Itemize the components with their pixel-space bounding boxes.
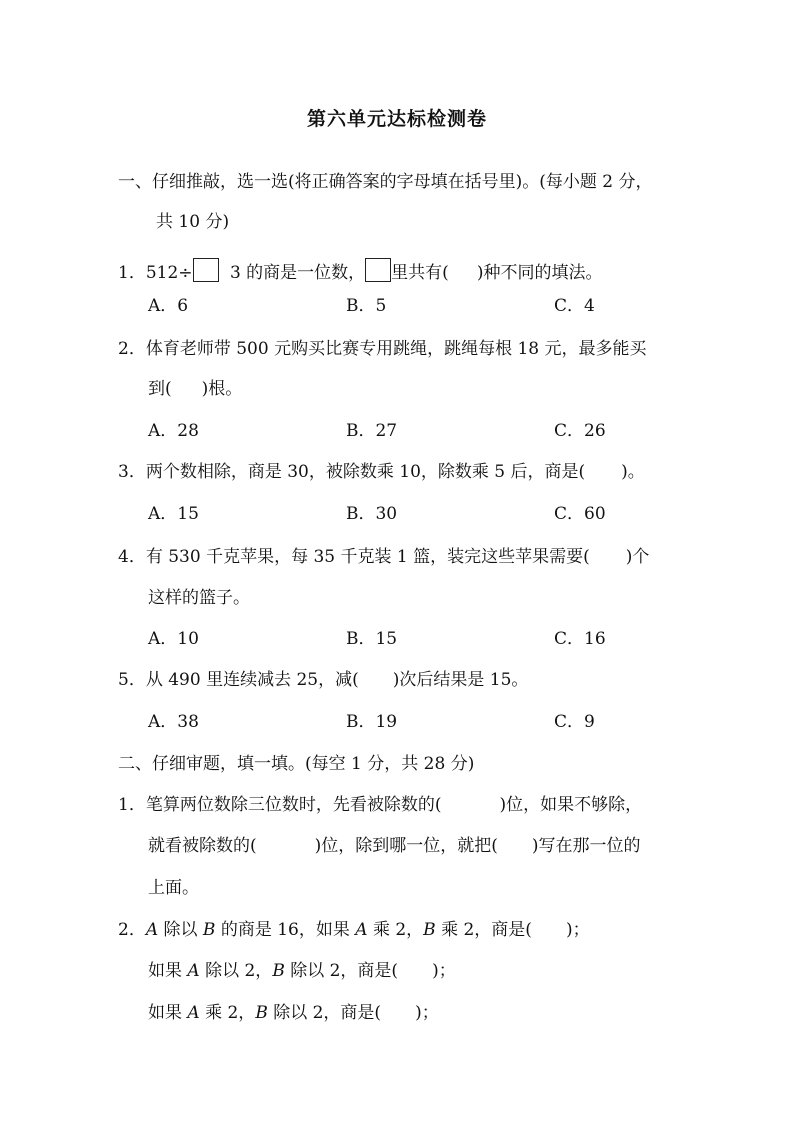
question-text: )； xyxy=(415,1003,439,1023)
question-text: 乘 2， xyxy=(367,920,424,940)
answer-box[interactable] xyxy=(365,258,391,282)
question-text: 的商是 16，如果 xyxy=(215,920,356,940)
option-c[interactable]: C．16 xyxy=(554,629,606,649)
fill-question-2-line3 xyxy=(148,1001,439,1025)
variable-b: B xyxy=(255,1003,268,1023)
section2-heading xyxy=(118,752,474,776)
option-a[interactable]: A．6 xyxy=(148,296,189,316)
question-number: 3． xyxy=(118,462,146,482)
fill-question-2-line2 xyxy=(148,959,456,983)
question-1 xyxy=(118,258,602,285)
variable-a: A xyxy=(187,1003,200,1023)
question-text: 如果 xyxy=(148,961,188,981)
question-2-cont xyxy=(148,377,242,401)
question-2 xyxy=(118,337,647,361)
fill-question-1-cont2 xyxy=(148,876,199,900)
question-text: )。 xyxy=(621,462,645,482)
question-text: 体育老师带 500 元购买比赛专用跳绳，跳绳每根 18 元，最多能买 xyxy=(145,339,647,359)
section1-heading-line2: 共 10 分) xyxy=(156,212,230,232)
question-text: )根。 xyxy=(201,379,243,399)
question-text: 到( xyxy=(148,379,172,399)
section1-heading-line1: 一、仔细推敲，选一选(将正确答案的字母填在括号里)。(每小题 2 分， xyxy=(118,172,653,192)
question-text: 里共有( xyxy=(391,263,449,283)
option-c[interactable]: C．9 xyxy=(554,712,595,732)
option-c[interactable]: C．26 xyxy=(554,421,606,441)
option-b[interactable]: B．30 xyxy=(346,504,398,524)
variable-b: B xyxy=(202,920,216,940)
option-b[interactable]: B．27 xyxy=(346,421,398,441)
question-text: 两个数相除，商是 30，被除数乘 10，除数乘 5 后，商是( xyxy=(145,462,586,482)
option-c[interactable]: C．60 xyxy=(554,504,606,524)
variable-b: B xyxy=(423,920,436,940)
question-text: 3 的商是一位数， xyxy=(229,263,366,283)
question-text: 乘 2，商是( xyxy=(435,920,532,940)
section2-heading-text: 二、仔细审题，填一填。(每空 1 分，共 28 分) xyxy=(118,754,475,774)
question-number: 5． xyxy=(118,670,146,690)
fill-question-1 xyxy=(118,793,642,817)
question-number: 1． xyxy=(118,263,146,283)
option-a[interactable]: A．38 xyxy=(148,712,199,732)
question-text: )位，除到哪一位，就把( xyxy=(314,836,498,856)
question-text: 有 530 千克苹果，每 35 千克装 1 篮，装完这些苹果需要( xyxy=(145,547,590,567)
question-text: 就看被除数的( xyxy=(148,836,257,856)
question-text: 乘 2， xyxy=(199,1003,256,1023)
question-text: 从 490 里连续减去 25，减( xyxy=(145,670,359,690)
variable-a: A xyxy=(355,920,368,940)
question-text: )位，如果不够除， xyxy=(499,795,643,815)
fill-question-2 xyxy=(118,918,590,942)
question-number: 1． xyxy=(118,795,146,815)
question-text: 除以 xyxy=(158,920,203,940)
option-a[interactable]: A．15 xyxy=(148,504,199,524)
variable-b: B xyxy=(272,961,285,981)
question-text: 除以 2，商是( xyxy=(284,961,399,981)
option-c[interactable]: C．4 xyxy=(554,296,595,316)
question-5 xyxy=(118,668,528,692)
question-number: 2． xyxy=(118,339,146,359)
option-b[interactable]: B．15 xyxy=(346,629,398,649)
question-text: )写在那一位的 xyxy=(531,836,641,856)
variable-a: A xyxy=(145,920,159,940)
question-text: )； xyxy=(432,961,456,981)
question-number: 2． xyxy=(118,920,146,940)
question-text: 如果 xyxy=(148,1003,188,1023)
option-b[interactable]: B．19 xyxy=(346,712,398,732)
question-text: )种不同的填法。 xyxy=(476,263,603,283)
option-a[interactable]: A．10 xyxy=(148,629,199,649)
section1-heading-cont xyxy=(156,210,229,234)
question-text: )； xyxy=(565,920,590,940)
question-text: 上面。 xyxy=(148,878,199,898)
question-text: 笔算两位数除三位数时，先看被除数的( xyxy=(145,795,442,815)
section1-heading xyxy=(118,170,653,194)
question-number: 4． xyxy=(118,547,146,567)
question-text: 512÷ xyxy=(145,263,193,283)
option-a[interactable]: A．28 xyxy=(148,421,199,441)
fill-question-1-cont xyxy=(148,834,641,858)
option-b[interactable]: B．5 xyxy=(346,296,387,316)
question-text: 除以 2，商是( xyxy=(267,1003,382,1023)
question-text: )次后结果是 15。 xyxy=(392,670,529,690)
page-title: 第六单元达标检测卷 xyxy=(306,108,487,130)
question-text: 除以 2， xyxy=(199,961,273,981)
question-text: 这样的篮子。 xyxy=(148,588,250,608)
variable-a: A xyxy=(187,961,200,981)
question-text: )个 xyxy=(625,547,650,567)
question-3 xyxy=(118,460,645,484)
question-4-cont xyxy=(148,586,250,610)
question-4 xyxy=(118,545,649,569)
answer-box[interactable] xyxy=(193,258,219,282)
